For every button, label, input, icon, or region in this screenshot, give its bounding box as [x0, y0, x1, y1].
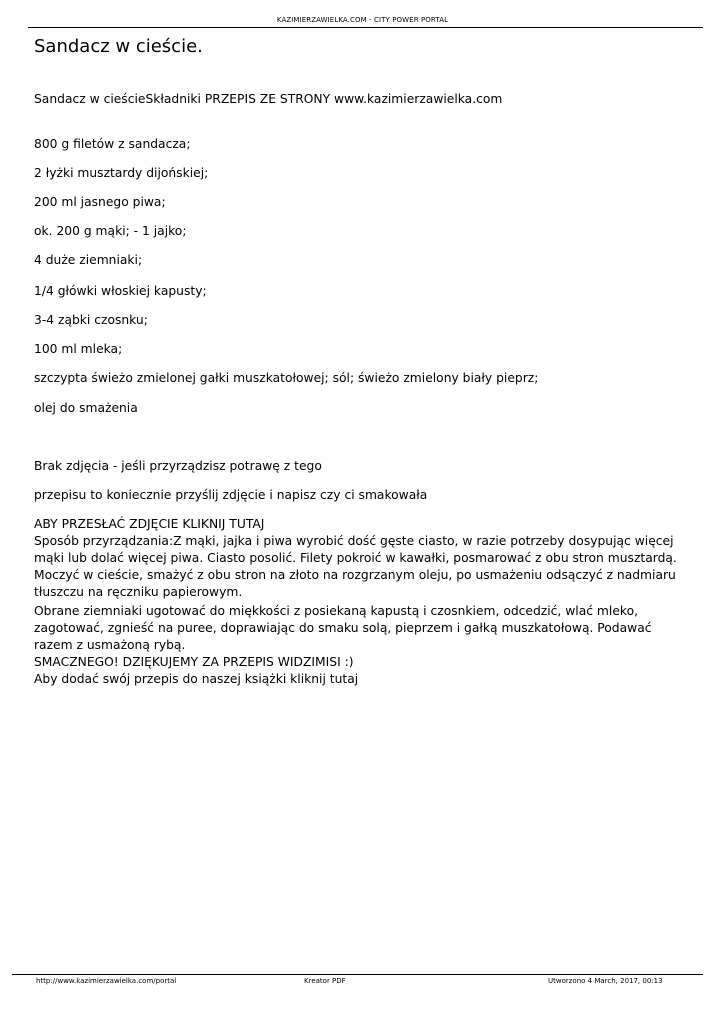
ingredient-item: 100 ml mleka;: [34, 342, 123, 356]
serving-line: razem z usmażoną rybą.: [34, 638, 186, 652]
footer-divider: [12, 974, 703, 975]
ingredient-item: szczypta świeżo zmielonej gałki muszkatołowej; sól; świeżo zmielony biały pieprz;: [34, 371, 539, 385]
no-photo-note: przepisu to koniecznie przyślij zdjęcie i napisz czy ci smakowała: [34, 488, 428, 502]
page-title: Sandacz w cieście.: [34, 36, 203, 57]
serving-line: Obrane ziemniaki ugotować do miękkości z posiekaną kapustą i czosnkiem, odcedzić, wlać mleko,: [34, 604, 638, 618]
method-section: [34, 516, 694, 601]
site-header: KAZIMIERZAWIELKA.COM - CITY POWER PORTAL: [276, 16, 449, 24]
ingredient-item: 200 ml jasnego piwa;: [34, 195, 166, 209]
footer-creator: Kreator PDF: [304, 977, 346, 985]
serving-line: zagotować, zgnieść na puree, doprawiając do smaku solą, pieprzem i gałką muszkatołową. Podawać: [34, 621, 652, 635]
ingredient-item: ok. 200 g mąki; - 1 jajko;: [34, 224, 187, 238]
ingredient-item: 1/4 główki włoskiej kapusty;: [34, 284, 207, 298]
footer-url: http://www.kazimierzawielka.com/portal: [36, 977, 177, 985]
method-line: Moczyć w cieście, smażyć z obu stron na złoto na rozgrzanym oleju, po usmażeniu odsączyć z nadmiaru: [34, 568, 676, 582]
ingredient-item: olej do smażenia: [34, 401, 138, 415]
method-line: tłuszczu na ręczniku papierowym.: [34, 585, 243, 599]
header-divider: [28, 27, 703, 28]
send-photo-link[interactable]: ABY PRZESŁAĆ ZDJĘCIE KLIKNIJ TUTAJ: [34, 517, 265, 531]
method-line: mąki lub dolać więcej piwa. Ciasto posolić. Filety pokroić w kawałki, posmarować z obu stron musztardą.: [34, 551, 677, 565]
ingredient-item: 2 łyżki musztardy dijońskiej;: [34, 166, 209, 180]
method-line: Sposób przyrządzania:Z mąki, jajka i piwa wyrobić dość gęste ciasto, w razie potrzeby dosypując więcej: [34, 534, 674, 548]
ingredient-item: 4 duże ziemniaki;: [34, 253, 143, 267]
ingredient-item: 800 g filetów z sandacza;: [34, 137, 191, 151]
ingredient-item: 3-4 ząbki czosnku;: [34, 313, 148, 327]
no-photo-note: Brak zdjęcia - jeśli przyrządzisz potrawę z tego: [34, 459, 322, 473]
thanks-line: SMACZNEGO! DZIĘKUJEMY ZA PRZEPIS WIDZIMISI :): [34, 655, 354, 669]
add-recipe-link[interactable]: Aby dodać swój przepis do naszej książki kliknij tutaj: [34, 672, 359, 686]
serving-section: [34, 603, 694, 688]
recipe-intro: Sandacz w cieścieSkładniki PRZEPIS ZE STRONY www.kazimierzawielka.com: [34, 92, 503, 106]
footer-created: Utworzono 4 March, 2017, 00:13: [548, 977, 663, 985]
